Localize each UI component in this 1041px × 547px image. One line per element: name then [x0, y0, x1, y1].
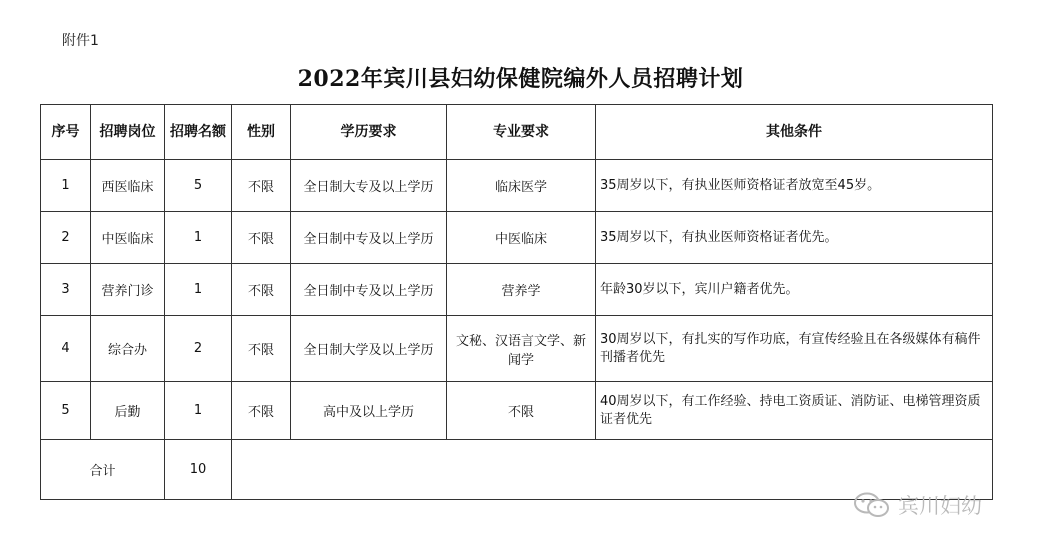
cell-index: 2	[41, 212, 91, 264]
wechat-watermark	[852, 490, 982, 520]
cell-index: 3	[41, 264, 91, 316]
header-cell-position: 招聘岗位	[91, 105, 165, 160]
cell-other: 35周岁以下，有执业医师资格证者放宽至45岁。	[596, 160, 993, 212]
cell-position: 营养门诊	[91, 264, 165, 316]
cell-education: 全日制大专及以上学历	[291, 160, 447, 212]
header-cell-quota: 招聘名额	[165, 105, 232, 160]
cell-position: 后勤	[91, 382, 165, 440]
total-label: 合计	[41, 440, 165, 500]
cell-major: 不限	[447, 382, 596, 440]
cell-major: 文秘、汉语言文学、新闻学	[447, 316, 596, 382]
cell-gender: 不限	[232, 264, 291, 316]
header-cell-other: 其他条件	[596, 105, 993, 160]
header-cell-index: 序号	[41, 105, 91, 160]
header-cell-gender: 性别	[232, 105, 291, 160]
document-title: 2022年宾川县妇幼保健院编外人员招聘计划	[297, 66, 744, 92]
cell-gender: 不限	[232, 382, 291, 440]
header-cell-major: 专业要求	[447, 105, 596, 160]
cell-other: 35周岁以下，有执业医师资格证者优先。	[596, 212, 993, 264]
cell-major: 中医临床	[447, 212, 596, 264]
cell-quota: 5	[165, 160, 232, 212]
cell-major: 临床医学	[447, 160, 596, 212]
cell-other: 40周岁以下，有工作经验、持电工资质证、消防证、电梯管理资质证者优先	[596, 382, 993, 440]
table-row	[41, 264, 993, 316]
cell-other: 30周岁以下，有扎实的写作功底，有宣传经验且在各级媒体有稿件刊播者优先	[596, 316, 993, 382]
recruitment-table	[40, 104, 993, 500]
table-row	[41, 212, 993, 264]
table-header-row	[41, 105, 993, 160]
header-cell-education: 学历要求	[291, 105, 447, 160]
cell-education: 高中及以上学历	[291, 382, 447, 440]
cell-position: 综合办	[91, 316, 165, 382]
attachment-label: 附件1	[62, 33, 99, 49]
cell-gender: 不限	[232, 212, 291, 264]
cell-gender: 不限	[232, 160, 291, 212]
cell-position: 中医临床	[91, 212, 165, 264]
cell-index: 1	[41, 160, 91, 212]
cell-education: 全日制大学及以上学历	[291, 316, 447, 382]
cell-major: 营养学	[447, 264, 596, 316]
cell-gender: 不限	[232, 316, 291, 382]
cell-quota: 1	[165, 264, 232, 316]
table-row	[41, 160, 993, 212]
table-total-row	[41, 440, 993, 500]
table-row	[41, 316, 993, 382]
cell-other: 年龄30岁以下，宾川户籍者优先。	[596, 264, 993, 316]
cell-education: 全日制中专及以上学历	[291, 212, 447, 264]
table-row	[41, 382, 993, 440]
cell-index: 4	[41, 316, 91, 382]
cell-position: 西医临床	[91, 160, 165, 212]
cell-quota: 2	[165, 316, 232, 382]
total-value: 10	[165, 440, 232, 500]
cell-education: 全日制中专及以上学历	[291, 264, 447, 316]
cell-index: 5	[41, 382, 91, 440]
watermark-text: 宾川妇幼	[898, 494, 982, 518]
cell-quota: 1	[165, 212, 232, 264]
cell-quota: 1	[165, 382, 232, 440]
wechat-icon	[852, 491, 892, 519]
